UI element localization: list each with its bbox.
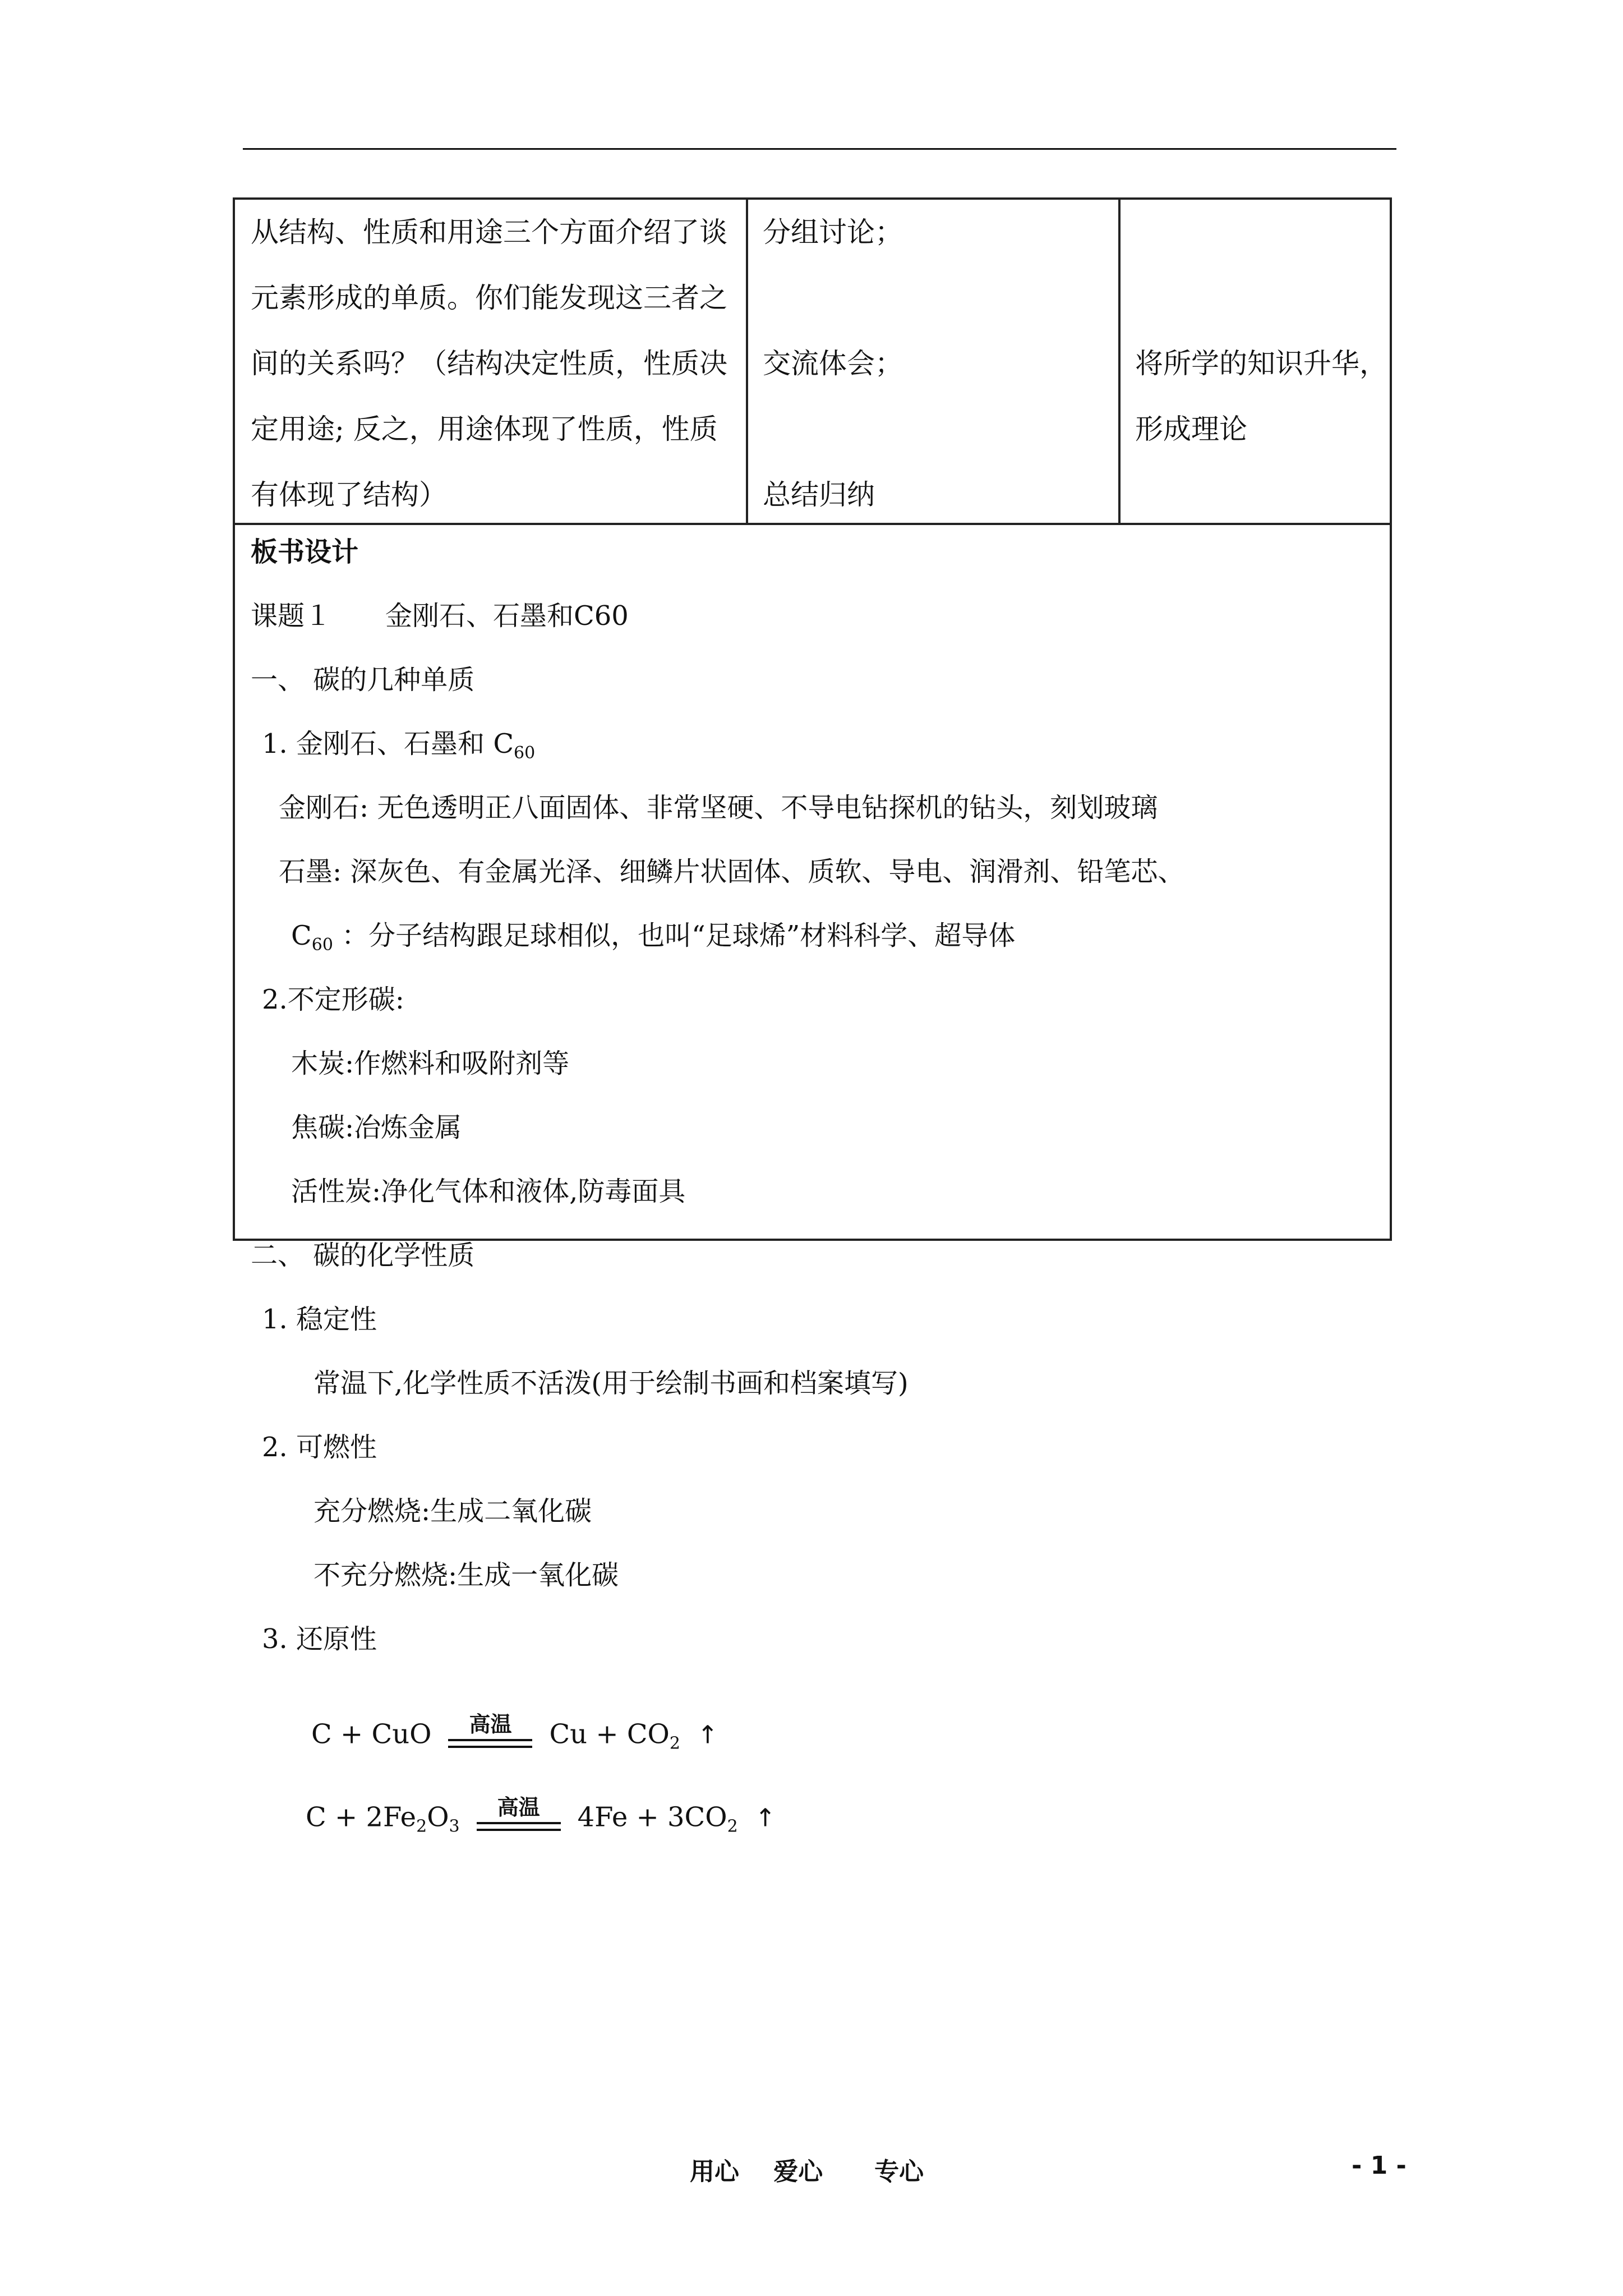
item-title: 3. 还原性 [262, 1623, 377, 1655]
subscript: 3 [449, 1816, 460, 1837]
condition-label: 高温 [497, 1795, 540, 1820]
teacher-activity-cell [251, 200, 744, 528]
subscript: 60 [514, 743, 536, 763]
subscript: 60 [311, 935, 333, 955]
activated-carbon-line: 活性炭:净化气体和液体,防毒面具 [291, 1176, 686, 1207]
item-title-text: 1. 金刚石、石墨和 C [262, 728, 514, 760]
text-line: 元素形成的单质。你们能发现这三者之 [251, 282, 727, 314]
gas-arrow-icon: ↑ [755, 1803, 776, 1833]
c60-text: ：分子结构跟足球相似，也叫“足球烯”材料科学、超导体 [333, 920, 1016, 951]
graphite-line: 石墨: 深灰色、有金属光泽、细鳞片状固体、质软、导电、润滑剂、铅笔芯、 [279, 856, 1185, 887]
text-line: 交流体会； [763, 347, 903, 380]
equals-bar [448, 1739, 532, 1741]
charcoal-line: 木炭:作燃料和吸附剂等 [291, 1048, 570, 1079]
lesson-title: 课题１ 金刚石、石墨和C60 [251, 600, 629, 632]
equation-products: 4Fe + 3CO [577, 1801, 727, 1833]
coke-line: 焦碳:冶炼金属 [291, 1112, 462, 1143]
equals-bar [477, 1829, 561, 1831]
stability-text: 常温下,化学性质不活泼(用于绘制书画和档案填写) [313, 1368, 909, 1399]
equation-2 [306, 1795, 776, 1839]
column-divider [1118, 200, 1121, 524]
equals-bar [477, 1822, 561, 1824]
text-line: 将所学的知识升华， [1135, 347, 1387, 380]
equation-reactants: O [427, 1801, 449, 1833]
board-design-section [235, 524, 1390, 1242]
text-line: 定用途; 反之，用途体现了性质，性质 [251, 413, 718, 445]
reaction-condition [477, 1795, 561, 1839]
subscript: 2 [727, 1816, 738, 1837]
gas-arrow-icon: ↑ [697, 1720, 718, 1750]
item-title: 2. 可燃性 [262, 1432, 377, 1463]
equals-bar [448, 1746, 532, 1748]
text-line: 有体现了结构） [251, 478, 447, 511]
c60-symbol: C [291, 920, 312, 951]
c60-line [291, 919, 1015, 953]
equation-reactants: C + 2Fe [306, 1801, 417, 1833]
subscript: 2 [669, 1733, 680, 1754]
item-title: 1. 稳定性 [262, 1304, 377, 1335]
text-line: 总结归纳 [763, 478, 875, 511]
equation-reactants: C + CuO [311, 1718, 432, 1750]
page-number: - 1 - [1352, 2151, 1407, 2180]
text-line: 分组讨论； [763, 216, 903, 249]
item-title: 2.不定形碳: [262, 984, 404, 1015]
text-line: 间的关系吗？（结构决定性质，性质决 [251, 347, 727, 380]
condition-label: 高温 [469, 1712, 512, 1737]
text-line: 形成理论 [1135, 413, 1247, 445]
text-line: 从结构、性质和用途三个方面介绍了谈 [251, 216, 727, 249]
subscript: 2 [416, 1816, 427, 1837]
equation-1 [311, 1712, 718, 1756]
equation-products: Cu + CO [549, 1718, 670, 1750]
complete-combustion-text: 充分燃烧:生成二氧化碳 [313, 1496, 592, 1527]
section-title: 二、 碳的化学性质 [251, 1240, 475, 1271]
incomplete-combustion-text: 不充分燃烧:生成一氧化碳 [313, 1559, 619, 1591]
section-title: 一、 碳的几种单质 [251, 664, 475, 696]
header-rule [243, 148, 1396, 150]
lesson-table [233, 197, 1392, 1655]
item-title [262, 727, 535, 761]
reaction-condition [448, 1712, 532, 1756]
column-divider [746, 200, 748, 524]
board-heading: 板书设计 [251, 536, 359, 568]
footer-motto: 用心 爱心 专心 [690, 2157, 924, 2186]
diamond-line: 金刚石: 无色透明正八面固体、非常坚硬、不导电钻探机的钻头，刻划玻璃 [279, 792, 1158, 823]
